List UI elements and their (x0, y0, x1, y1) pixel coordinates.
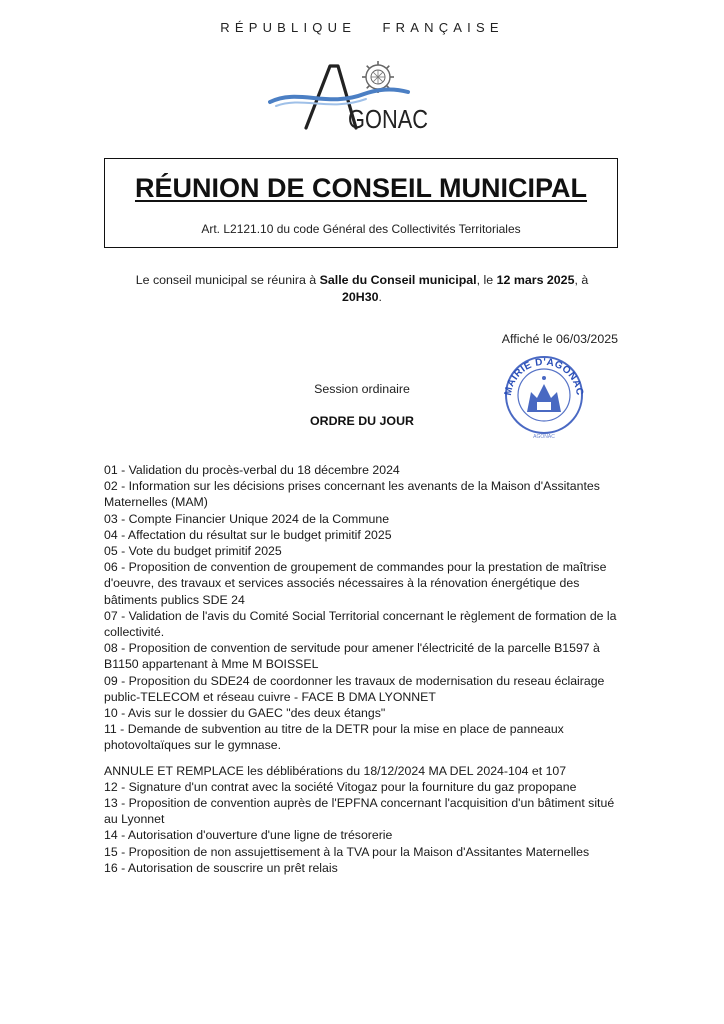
agenda-item: 01 - Validation du procès-verbal du 18 décembre 2024 (104, 463, 400, 477)
page-title: RÉUNION DE CONSEIL MUNICIPAL (134, 173, 588, 203)
agenda-item: 08 - Proposition de convention de servitude pour amener l'électricité de la parcelle B1597 à B1150 appartenant à Mme M BOISSEL (104, 641, 600, 672)
agenda-item: 13 - Proposition de convention auprès de l'EPFNA concernant l'acquisition d'un bâtiment situé au Lyonnet (104, 796, 615, 827)
logo-wordmark: GONAC (348, 104, 428, 134)
legal-reference: Art. L2121.10 du code Général des Collectivités Territoriales (201, 222, 521, 236)
meeting-place: Salle du Conseil municipal (319, 273, 477, 287)
posting-date: Affiché le 06/03/2025 (501, 332, 618, 346)
announce-text-1: Le conseil municipal se réunira à (135, 273, 320, 287)
agenda-item: 04 - Affectation du résultat sur le budget primitif 2025 (104, 527, 392, 542)
agenda-item: 06 - Proposition de convention de groupement de commandes pour la prestation de maîtrise d'oeuvre, des travaux et services associés nécessaires à la rénovation énergétique des bâtiments publics SDE 24 (104, 560, 607, 607)
stamp-bottom-text: AGONAC (533, 434, 555, 440)
agenda-list (104, 462, 624, 876)
announce-text-3: , à (574, 273, 589, 287)
agenda-item: 09 - Proposition du SDE24 de coordonner les travaux de modernisation du reseau éclairage public-TELECOM et réseau cuivre - FACE B DMA LYONNET (104, 673, 605, 704)
annule-remplace-note: ANNULE ET REMPLACE les déblibérations du 18/12/2024 MA DEL 2024-104 et 107 (104, 763, 567, 778)
agenda-item: 12 - Signature d'un contrat avec la société Vitogaz pour la fourniture du gaz propopane (104, 779, 577, 794)
agonac-logo (268, 58, 438, 138)
agenda-item: 07 - Validation de l'avis du Comité Social Territorial concernant le règlement de formation de la collectivité. (104, 608, 617, 640)
agenda-heading: ORDRE DU JOUR (310, 414, 414, 428)
meeting-time: 20H30 (342, 290, 379, 304)
session-type: Session ordinaire (314, 382, 410, 396)
agenda-item: 03 - Compte Financier Unique 2024 de la Commune (104, 511, 390, 526)
stamp-text: MAIRIE D'AGONAC (502, 356, 586, 397)
republique-francaise-header: RÉPUBLIQUE FRANÇAISE (220, 20, 504, 35)
meeting-date: 12 mars 2025 (496, 273, 575, 287)
agenda-item: 14 - Autorisation d'ouverture d'une ligne de trésorerie (104, 828, 393, 843)
agenda-item: 02 - Information sur les décisions prises concernant les avenants de la Maison d'Assitantes Maternelles (MAM) (104, 479, 600, 510)
announce-text-4: . (378, 290, 382, 304)
title-box (104, 158, 618, 248)
announce-text-2: , le (476, 273, 497, 287)
agenda-item: 10 - Avis sur le dossier du GAEC "des deux étangs" (104, 706, 386, 721)
meeting-announcement (108, 272, 616, 306)
agenda-item: 15 - Proposition de non assujettisement à la TVA pour la Maison d'Assitantes Maternelles (104, 844, 590, 859)
agenda-item: 05 - Vote du budget primitif 2025 (104, 544, 282, 559)
agenda-item: 16 - Autorisation de souscrire un prêt relais (104, 860, 338, 875)
agenda-item: 11 - Demande de subvention au titre de la DETR pour la mise en place de panneaux photovoltaïques sur le gymnase. (104, 722, 564, 753)
